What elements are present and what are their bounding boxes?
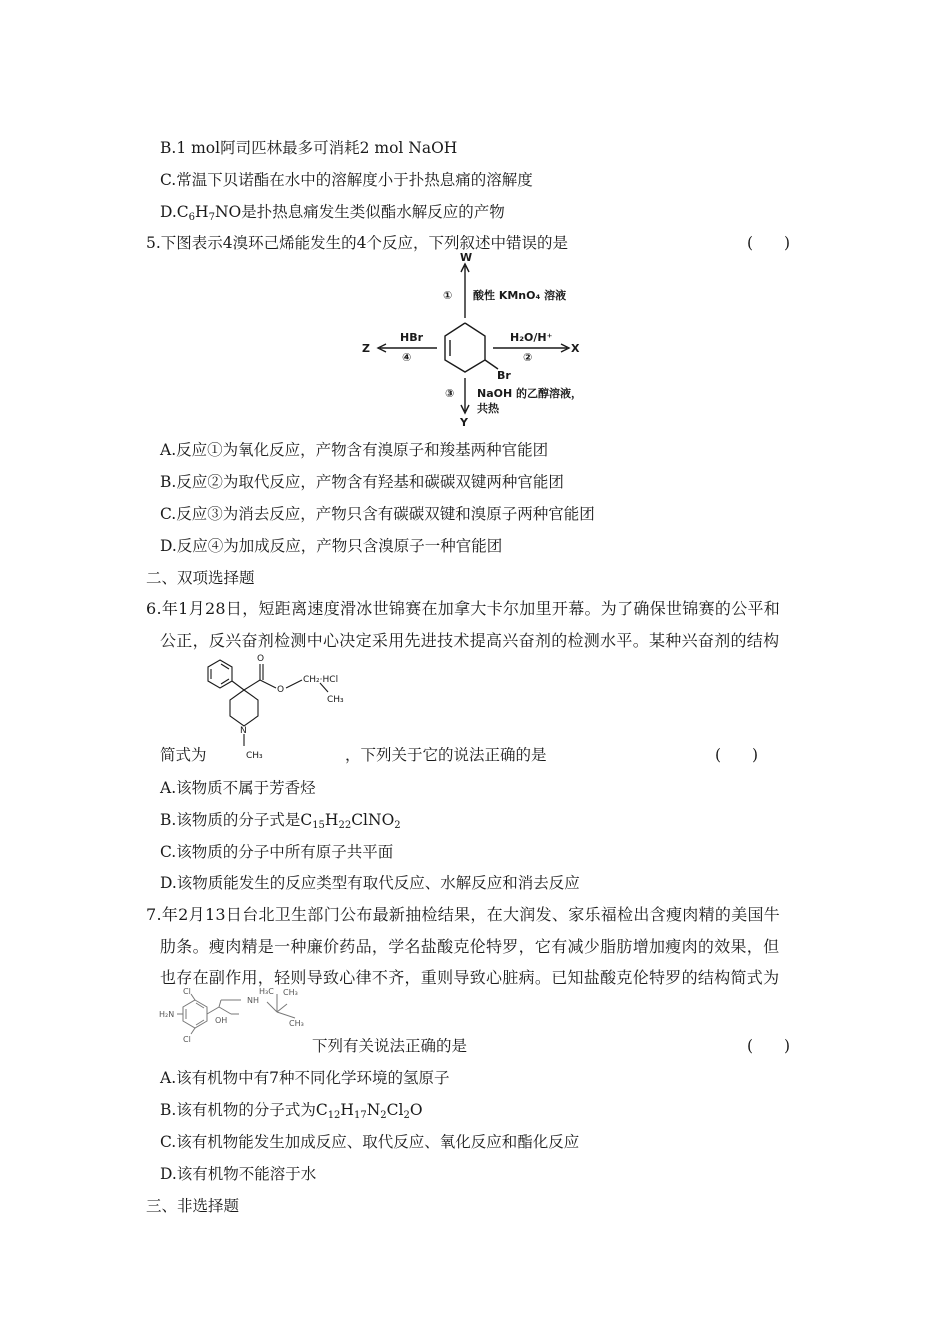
q5-reagent-4: HBr [400, 331, 424, 344]
q6-ch3-ethyl: CH₃ [327, 695, 344, 705]
q5-step-1: ① [443, 289, 453, 302]
q7-stem-line3: 也存在副作用，轻则导致心律不齐，重则导致心脏病。已知盐酸克伦特罗的结构简式为 [160, 968, 780, 987]
q7-structure [155, 986, 315, 1046]
q7-cl-bottom: Cl [183, 1035, 191, 1044]
section-3-heading: 三、非选择题 [146, 1197, 240, 1215]
q6-stem-line3a: 简式为 [160, 746, 207, 764]
q5-answer-paren: ( ) [747, 234, 791, 252]
q4-option-c: C.常温下贝诺酯在水中的溶解度小于扑热息痛的溶解度 [160, 171, 533, 189]
q5-stem: 5.下图表示4溴环己烯能发生的4个反应，下列叙述中错误的是 [146, 234, 569, 252]
q7-option-a: A.该有机物中有7种不同化学环境的氢原子 [160, 1069, 450, 1087]
q6-o-ester: O [277, 685, 285, 695]
q5-option-c: C.反应③为消去反应，产物只含有碳碳双键和溴原子两种官能团 [160, 505, 595, 523]
q7-stem-line1: 7.年2月13日台北卫生部门公布最新抽检结果，在大润发、家乐福检出含瘦肉精的美国牛 [146, 905, 781, 924]
section-2-heading: 二、双项选择题 [146, 569, 255, 587]
q6-option-c: C.该物质的分子中所有原子共平面 [160, 843, 394, 861]
q5-br-label: Br [497, 369, 511, 382]
q5-reagent-2: H₂O/H⁺ [510, 331, 553, 344]
q5-reagent-3-line1: NaOH 的乙醇溶液， [477, 387, 583, 400]
q6-option-b: B.该物质的分子式是$C_{15}H_{22}ClNO_2$ [160, 811, 401, 831]
q6-o-carbonyl: O [257, 654, 265, 664]
q6-ch2hcl: CH₂·HCl [303, 675, 339, 685]
q6-n: N [240, 726, 247, 736]
q5-step-2: ② [523, 351, 533, 364]
q5-option-b: B.反应②为取代反应，产物含有羟基和碳碳双键两种官能团 [160, 473, 564, 491]
q7-stem-line4: 下列有关说法正确的是 [312, 1037, 468, 1055]
q4-option-b: B.1 mol阿司匹林最多可消耗2 mol NaOH [160, 139, 458, 157]
q7-ch3-b: CH₃ [289, 1019, 304, 1028]
q7-stem-line2: 肋条。瘦肉精是一种廉价药品，学名盐酸克伦特罗，它有减少脂肪增加瘦肉的效果，但 [160, 937, 780, 956]
q7-ch3-a: CH₃ [283, 988, 298, 997]
q6-answer-paren: ( ) [715, 746, 759, 764]
q7-option-b: B.该有机物的分子式为$C_{12}H_{17}N_2Cl_2O$ [160, 1101, 423, 1121]
q7-option-d: D.该有机物不能溶于水 [160, 1165, 317, 1183]
q7-h3c: H₃C [259, 987, 274, 996]
q5-option-d: D.反应④为加成反应，产物只含溴原子一种官能团 [160, 537, 503, 555]
q6-option-a: A.该物质不属于芳香烃 [160, 779, 316, 797]
q5-step-3: ③ [445, 387, 455, 400]
q5-product-z: Z [362, 342, 370, 355]
q6-stem-line2: 公正，反兴奋剂检测中心决定采用先进技术提高兴奋剂的检测水平。某种兴奋剂的结构 [160, 631, 780, 650]
q5-reagent-1: 酸性 KMnO₄ 溶液 [473, 289, 567, 302]
q7-answer-paren: ( ) [747, 1037, 791, 1055]
q5-product-w: W [460, 251, 473, 264]
q6-ch3-n: CH₃ [246, 751, 263, 761]
q4-option-d: $D.C_6H_7NO$是扑热息痛发生类似酯水解反应的产物 [160, 203, 505, 223]
q7-option-c: C.该有机物能发生加成反应、取代反应、氧化反应和酯化反应 [160, 1133, 580, 1151]
q5-step-4: ④ [402, 351, 412, 364]
q6-stem-line3b: ，下列关于它的说法正确的是 [345, 746, 547, 764]
q6-stem-line1: 6.年1月28日，短距离速度滑冰世锦赛在加拿大卡尔加里开幕。为了确保世锦赛的公平和 [146, 599, 781, 618]
q7-cl-top: Cl [183, 987, 191, 996]
q5-reagent-3-line2: 共热 [477, 402, 499, 415]
q5-product-y: Y [460, 416, 468, 429]
q7-oh: OH [215, 1016, 228, 1025]
q7-nh: NH [247, 996, 259, 1005]
q7-h2n: H₂N [159, 1010, 175, 1019]
q5-reaction-diagram [355, 248, 605, 430]
q5-product-x: X [571, 342, 580, 355]
q6-structure [200, 650, 360, 762]
q5-option-a: A.反应①为氧化反应，产物含有溴原子和羧基两种官能团 [160, 441, 549, 459]
q6-option-d: D.该物质能发生的反应类型有取代反应、水解反应和消去反应 [160, 874, 580, 892]
